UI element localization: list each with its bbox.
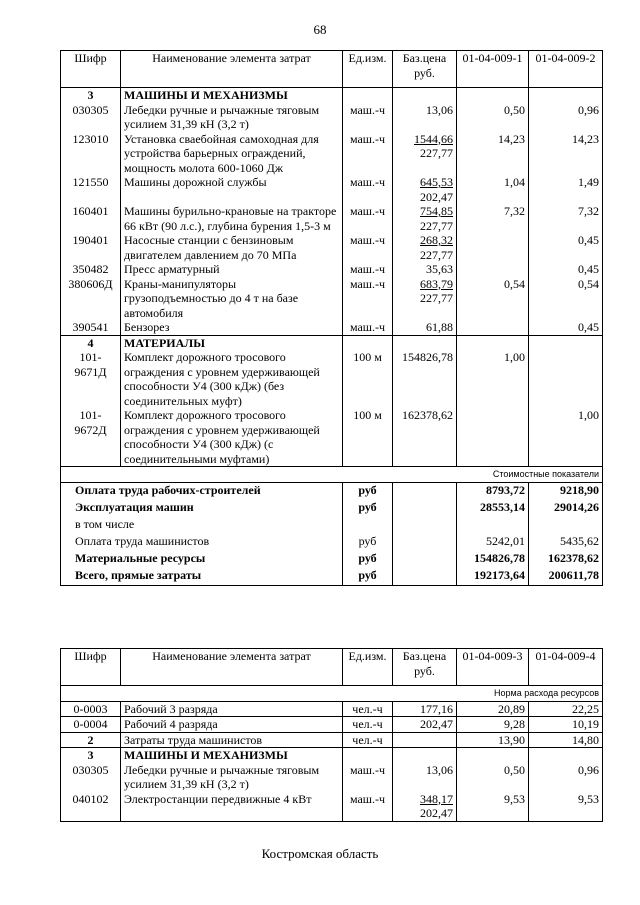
summary-value-1: 28553,14 — [457, 500, 529, 517]
table-header-row — [61, 51, 603, 88]
section-row — [61, 88, 603, 103]
norm-value-1: 20,89 — [457, 701, 529, 717]
header-col1: 01-04-009-1 — [457, 51, 529, 88]
base-price-cell — [393, 204, 457, 233]
resource-unit: маш.-ч — [343, 103, 393, 132]
cost-caption-row — [61, 467, 603, 483]
base-price-cell — [393, 408, 457, 467]
empty-cell — [529, 748, 603, 763]
section-row — [61, 732, 603, 748]
resource-unit: 100 м — [343, 350, 393, 408]
resource-unit: маш.-ч — [343, 132, 393, 176]
resource-code: 030305 — [61, 103, 121, 132]
resource-name: Машины дорожной службы — [121, 175, 343, 204]
base-price-cell — [393, 103, 457, 132]
norm-value-2: 0,45 — [529, 262, 603, 277]
table-row — [61, 350, 603, 408]
base-price: 35,63 — [426, 262, 453, 276]
header-code: Шифр — [61, 649, 121, 686]
section-title: МАШИНЫ И МЕХАНИЗМЫ — [121, 88, 343, 103]
header-name: Наименование элемента затрат — [121, 51, 343, 88]
norm-value-1: 1,04 — [457, 175, 529, 204]
summary-row — [61, 534, 603, 551]
norm-value-1: 0,54 — [457, 277, 529, 321]
summary-value-1 — [457, 517, 529, 534]
summary-row — [61, 482, 603, 500]
base-price: 645,53 — [420, 175, 453, 189]
table-header-row — [61, 649, 603, 686]
norm-value-1: 7,32 — [457, 204, 529, 233]
base-price: 13,06 — [426, 102, 453, 117]
empty-cell — [393, 534, 457, 551]
norm-value-1 — [457, 320, 529, 335]
base-price-cell — [393, 175, 457, 204]
resource-name: Электростанции передвижные 4 кВт — [121, 792, 343, 822]
base-price-cell — [393, 262, 457, 277]
resource-unit: маш.-ч — [343, 792, 393, 822]
resource-name: Комплект дорожного тросового ограждения с уровнем удерживающей способности У4 (300 кДж) (без соединительных муфт) — [121, 350, 343, 408]
table-row — [61, 262, 603, 277]
base-price-cell — [393, 350, 457, 408]
table-row — [61, 132, 603, 176]
empty-cell — [529, 88, 603, 103]
norm-value-1: 14,23 — [457, 132, 529, 176]
base-price-cell — [393, 132, 457, 176]
machinist-price: 202,47 — [420, 806, 453, 820]
summary-value-2: 200611,78 — [529, 568, 603, 586]
machinist-price: 227,77 — [420, 146, 453, 160]
summary-value-1: 8793,72 — [457, 482, 529, 500]
resource-unit: маш.-ч — [343, 277, 393, 321]
norm-value-1: 13,90 — [457, 732, 529, 748]
resource-table-2 — [60, 648, 603, 822]
empty-cell — [343, 748, 393, 763]
norm-value-2 — [529, 350, 603, 408]
table-row — [61, 717, 603, 733]
header-col1: 01-04-009-3 — [457, 649, 529, 686]
resource-unit: маш.-ч — [343, 320, 393, 335]
base-price: 202,47 — [393, 717, 457, 733]
base-price: 348,17 — [420, 791, 453, 806]
base-price-cell — [393, 233, 457, 262]
base-price: 268,32 — [420, 233, 453, 247]
base-price-cell — [393, 320, 457, 335]
norm-caption-row — [61, 686, 603, 702]
base-price: 13,06 — [426, 762, 453, 777]
header-name: Наименование элемента затрат — [121, 649, 343, 686]
table-row — [61, 277, 603, 321]
table-row — [61, 320, 603, 335]
resource-code: 101-9672Д — [61, 408, 121, 467]
summary-row — [61, 568, 603, 586]
resource-name: Комплект дорожного тросового ограждения с уровнем удерживающей способности У4 (300 кДж) (с соединительными муфтами) — [121, 408, 343, 467]
norm-value-1: 9,53 — [457, 792, 529, 822]
resource-code: 121550 — [61, 175, 121, 204]
resource-name: Рабочий 4 разряда — [121, 717, 343, 733]
norm-value-2: 1,49 — [529, 175, 603, 204]
table-row — [61, 763, 603, 792]
resource-name: Рабочий 3 разряда — [121, 701, 343, 717]
resource-name: Насосные станции с бензиновым двигателем давлением до 70 МПа — [121, 233, 343, 262]
summary-unit — [343, 517, 393, 534]
base-price: 154826,78 — [402, 350, 453, 364]
norm-value-2: 7,32 — [529, 204, 603, 233]
norm-value-2: 14,23 — [529, 132, 603, 176]
resource-unit: маш.-ч — [343, 262, 393, 277]
norm-caption: Норма расхода ресурсов — [61, 686, 603, 702]
norm-value-1: 0,50 — [457, 103, 529, 132]
section-code: 4 — [61, 335, 121, 350]
section-code: 2 — [61, 732, 121, 748]
section-title: МАТЕРИАЛЫ — [121, 335, 343, 350]
summary-unit: руб — [343, 482, 393, 500]
resource-code: 190401 — [61, 233, 121, 262]
norm-value-1: 0,50 — [457, 763, 529, 792]
resource-unit: маш.-ч — [343, 763, 393, 792]
base-price-cell — [393, 792, 457, 822]
summary-value-2: 5435,62 — [529, 534, 603, 551]
table-row — [61, 233, 603, 262]
norm-value-2: 0,45 — [529, 320, 603, 335]
resource-name: Машины бурильно-крановые на тракторе 66 кВт (90 л.с.), глубина бурения 1,5-3 м — [121, 204, 343, 233]
empty-cell — [393, 732, 457, 748]
machinist-price: 227,77 — [420, 291, 453, 305]
resource-name: Бензорез — [121, 320, 343, 335]
summary-unit: руб — [343, 500, 393, 517]
empty-cell — [529, 335, 603, 350]
empty-cell — [457, 335, 529, 350]
table-row — [61, 701, 603, 717]
resource-name: Краны-манипуляторы грузоподъемностью до 4 т на базе автомобиля — [121, 277, 343, 321]
norm-value-2: 1,00 — [529, 408, 603, 467]
norm-value-2: 0,96 — [529, 763, 603, 792]
page-number: 68 — [313, 22, 327, 37]
resource-unit: чел.-ч — [343, 717, 393, 733]
empty-cell — [393, 568, 457, 586]
empty-cell — [457, 748, 529, 763]
resource-name: Пресс арматурный — [121, 262, 343, 277]
empty-cell — [393, 551, 457, 568]
norm-value-2: 0,54 — [529, 277, 603, 321]
machinist-price: 202,47 — [420, 189, 453, 204]
cost-caption: Стоимостные показатели — [61, 467, 603, 483]
table-row — [61, 792, 603, 822]
base-price: 683,79 — [420, 276, 453, 291]
norm-value-1 — [457, 262, 529, 277]
header-code: Шифр — [61, 51, 121, 88]
header-base-price: Баз.цена руб. — [393, 51, 457, 88]
resource-name: Лебедки ручные и рычажные тяговым усилием 31,39 кН (3,2 т) — [121, 103, 343, 132]
summary-label: Материальные ресурсы — [61, 551, 343, 568]
resource-code: 380606Д — [61, 277, 121, 321]
empty-cell — [393, 482, 457, 500]
summary-value-1: 154826,78 — [457, 551, 529, 568]
resource-name: Установка сваебойная самоходная для устройства барьерных ограждений, мощность молота 600-1060 Дж — [121, 132, 343, 176]
base-price-cell — [393, 763, 457, 792]
empty-cell — [393, 500, 457, 517]
summary-value-1: 192173,64 — [457, 568, 529, 586]
resource-code: 0-0003 — [61, 701, 121, 717]
resource-code: 160401 — [61, 204, 121, 233]
norm-value-2: 10,19 — [529, 717, 603, 733]
base-price: 177,16 — [393, 701, 457, 717]
machinist-price: 227,77 — [420, 218, 453, 233]
resource-name: Лебедки ручные и рычажные тяговым усилием 31,39 кН (3,2 т) — [121, 763, 343, 792]
summary-label: Эксплуатация машин — [61, 500, 343, 517]
summary-value-2 — [529, 517, 603, 534]
header-unit: Ед.изм. — [343, 51, 393, 88]
resource-code: 390541 — [61, 320, 121, 335]
resource-code: 0-0004 — [61, 717, 121, 733]
summary-label: Оплата труда рабочих-строителей — [61, 482, 343, 500]
summary-value-2: 162378,62 — [529, 551, 603, 568]
table-row — [61, 103, 603, 132]
base-price-cell — [393, 277, 457, 321]
section-code: 3 — [61, 88, 121, 103]
table-row — [61, 175, 603, 204]
resource-unit: 100 м — [343, 408, 393, 467]
region-footer: Костромская область — [261, 846, 379, 861]
header-unit: Ед.изм. — [343, 649, 393, 686]
empty-cell — [393, 88, 457, 103]
section-title: Затраты труда машинистов — [121, 732, 343, 748]
norm-value-1: 1,00 — [457, 350, 529, 408]
resource-table-1 — [60, 50, 603, 586]
summary-value-1: 5242,01 — [457, 534, 529, 551]
base-price: 162378,62 — [402, 408, 453, 422]
resource-code: 030305 — [61, 763, 121, 792]
section-row — [61, 335, 603, 350]
norm-value-2: 22,25 — [529, 701, 603, 717]
norm-value-1 — [457, 408, 529, 467]
summary-row — [61, 500, 603, 517]
base-price: 61,88 — [426, 320, 453, 334]
summary-label: в том числе — [61, 517, 343, 534]
section-title: МАШИНЫ И МЕХАНИЗМЫ — [121, 748, 343, 763]
summary-unit: руб — [343, 568, 393, 586]
norm-value-2: 9,53 — [529, 792, 603, 822]
empty-cell — [393, 335, 457, 350]
resource-code: 101-9671Д — [61, 350, 121, 408]
empty-cell — [393, 517, 457, 534]
table-row — [61, 408, 603, 467]
resource-code: 350482 — [61, 262, 121, 277]
machinist-price: 227,77 — [420, 247, 453, 262]
resource-code: 123010 — [61, 132, 121, 176]
norm-value-1: 9,28 — [457, 717, 529, 733]
resource-unit: маш.-ч — [343, 204, 393, 233]
norm-value-2: 14,80 — [529, 732, 603, 748]
norm-value-2: 0,45 — [529, 233, 603, 262]
empty-cell — [393, 748, 457, 763]
empty-cell — [457, 88, 529, 103]
header-col2: 01-04-009-4 — [529, 649, 603, 686]
norm-value-2: 0,96 — [529, 103, 603, 132]
resource-code: 040102 — [61, 792, 121, 822]
empty-cell — [343, 88, 393, 103]
base-price: 1544,66 — [414, 131, 453, 146]
norm-value-1 — [457, 233, 529, 262]
section-code: 3 — [61, 748, 121, 763]
summary-value-2: 9218,90 — [529, 482, 603, 500]
summary-label: Всего, прямые затраты — [61, 568, 343, 586]
header-col2: 01-04-009-2 — [529, 51, 603, 88]
base-price: 754,85 — [420, 204, 453, 218]
empty-cell — [343, 335, 393, 350]
resource-unit: чел.-ч — [343, 701, 393, 717]
resource-unit: чел.-ч — [343, 732, 393, 748]
summary-label: Оплата труда машинистов — [61, 534, 343, 551]
summary-value-2: 29014,26 — [529, 500, 603, 517]
resource-unit: маш.-ч — [343, 175, 393, 204]
header-base-price: Баз.цена руб. — [393, 649, 457, 686]
summary-unit: руб — [343, 551, 393, 568]
table-row — [61, 204, 603, 233]
summary-row — [61, 551, 603, 568]
resource-unit: маш.-ч — [343, 233, 393, 262]
section-row — [61, 748, 603, 763]
summary-unit: руб — [343, 534, 393, 551]
summary-row — [61, 517, 603, 534]
